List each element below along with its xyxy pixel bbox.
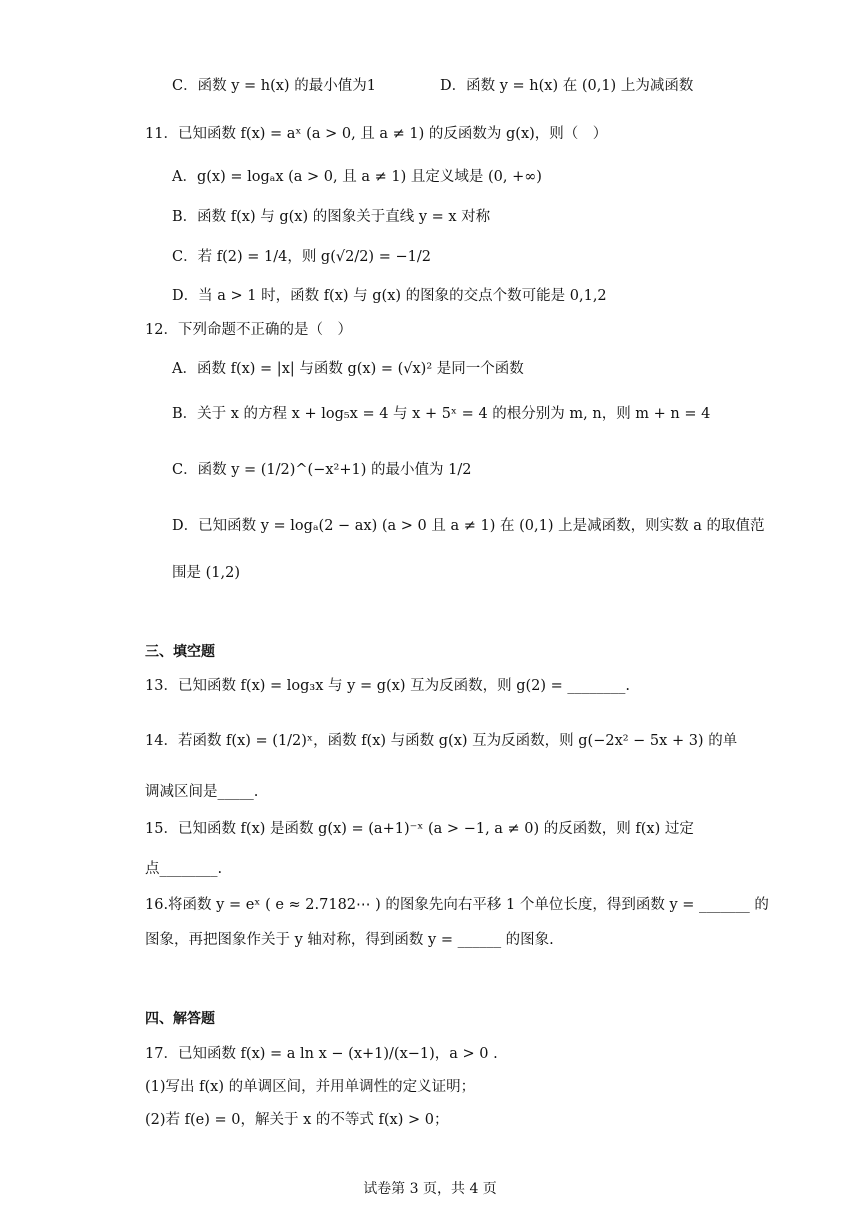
text-line: B．关于 x 的方程 x + log₅x = 4 与 x + 5ˣ = 4 的根分别为 m, n，则 m + n = 4	[172, 406, 711, 422]
text-line: 13．已知函数 f(x) = log₃x 与 y = g(x) 互为反函数，则 g(2) = ________.	[145, 678, 630, 694]
text-line: C．若 f(2) = 1/4，则 g(√2/2) = −1/2	[172, 249, 431, 265]
text-line: D．已知函数 y = logₐ(2 − ax) (a > 0 且 a ≠ 1) 在 (0,1) 上是减函数，则实数 a 的取值范	[172, 518, 765, 534]
text-line: 17．已知函数 f(x) = a ln x − (x+1)/(x−1)，a > 0 .	[145, 1046, 498, 1062]
text-line: C．函数 y = (1/2)^(−x²+1) 的最小值为 1/2	[172, 462, 472, 478]
text-line: A．g(x) = logₐx (a > 0, 且 a ≠ 1) 且定义域是 (0, +∞)	[172, 169, 542, 185]
text-line: 15．已知函数 f(x) 是函数 g(x) = (a+1)⁻ˣ (a > −1, a ≠ 0) 的反函数，则 f(x) 过定	[145, 821, 694, 837]
section-heading: 四、解答题	[145, 1011, 215, 1027]
text-line: 16.将函数 y = eˣ ( e ≈ 2.7182⋯ ) 的图象先向右平移 1 个单位长度，得到函数 y = _______ 的	[145, 897, 769, 913]
text-line: 14．若函数 f(x) = (1/2)ˣ，函数 f(x) 与函数 g(x) 互为反函数，则 g(−2x² − 5x + 3) 的单	[145, 733, 738, 749]
text-line: 11．已知函数 f(x) = aˣ (a > 0, 且 a ≠ 1) 的反函数为 g(x)，则（ ）	[145, 126, 608, 142]
text-line: B．函数 f(x) 与 g(x) 的图象关于直线 y = x 对称	[172, 209, 491, 225]
text-line: A．函数 f(x) = |x| 与函数 g(x) = (√x)² 是同一个函数	[172, 361, 524, 377]
text-line: 调减区间是_____.	[145, 784, 259, 800]
text-line: D．当 a > 1 时，函数 f(x) 与 g(x) 的图象的交点个数可能是 0,1,2	[172, 288, 607, 304]
text-line: 图象，再把图象作关于 y 轴对称，得到函数 y = ______ 的图象.	[145, 932, 554, 948]
text-line: D．函数 y = h(x) 在 (0,1) 上为减函数	[440, 78, 694, 94]
section-heading: 三、填空题	[145, 644, 215, 660]
text-line: (1)写出 f(x) 的单调区间，并用单调性的定义证明；	[145, 1079, 476, 1095]
text-line: C．函数 y = h(x) 的最小值为1	[172, 78, 376, 94]
page-footer: 试卷第 3 页，共 4 页	[363, 1181, 497, 1197]
text-line: 12．下列命题不正确的是（ ）	[145, 322, 352, 338]
text-line: (2)若 f(e) = 0，解关于 x 的不等式 f(x) > 0；	[145, 1112, 449, 1128]
text-line: 点________.	[145, 861, 223, 877]
text-line: 围是 (1,2)	[172, 565, 240, 581]
